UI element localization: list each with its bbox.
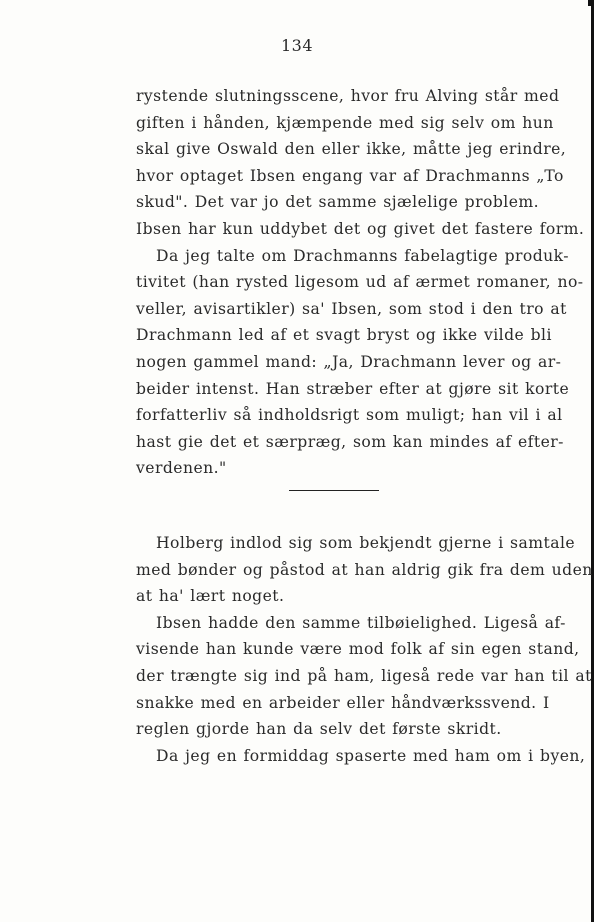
text-line: med bønder og påstod at han aldrig gik fra dem uden (136, 560, 593, 579)
text-line: skal give Oswald den eller ikke, måtte jeg erindre, (136, 140, 567, 159)
text-line: Holberg indlod sig som bekjendt gjerne i samtale (156, 534, 576, 552)
page-number: 134 (280, 36, 314, 55)
text-line: verdenen." (136, 459, 227, 478)
text-line: tivitet (han rysted ligesom ud af ærmet romaner, no- (136, 273, 584, 292)
scan-edge-mark (588, 0, 591, 6)
text-section-1 (136, 83, 585, 482)
text-line: at ha' lært noget. (136, 587, 285, 606)
text-line: Ibsen har kun uddybet det og givet det fastere form. (136, 219, 585, 238)
text-line: Da jeg en formiddag spaserte med ham om i byen, (156, 746, 586, 765)
text-line: snakke med en arbeider eller håndværkssvend. I (136, 693, 550, 712)
text-line: hast gie det et særpræg, som kan mindes af efter- (136, 432, 564, 451)
text-line: Da jeg talte om Drachmanns fabelagtige produk- (156, 246, 570, 265)
text-section-2 (136, 530, 593, 769)
text-line: veller, avisartikler) sa' Ibsen, som stod i den tro at (136, 299, 567, 318)
text-line: forfatterliv så indholdsrigt som muligt; han vil i al (136, 406, 563, 425)
text-line: reglen gjorde han da selv det første skridt. (136, 720, 502, 739)
text-line: hvor optaget Ibsen engang var af Drachmanns „To (136, 166, 564, 185)
section-divider (289, 490, 379, 491)
text-line: der trængte sig ind på ham, ligeså rede var han til at (136, 666, 592, 685)
text-line: Drachmann led af et svagt bryst og ikke vilde bli (136, 326, 552, 345)
text-line: nogen gammel mand: „Ja, Drachmann lever og ar- (136, 352, 562, 371)
text-line: giften i hånden, kjæmpende med sig selv om hun (136, 113, 554, 132)
text-line: rystende slutningsscene, hvor fru Alving står med (136, 87, 560, 105)
text-line: Ibsen hadde den samme tilbøielighed. Ligeså af- (156, 613, 566, 632)
text-line: skud". Det var jo det samme sjælelige problem. (136, 193, 540, 212)
text-line: visende han kunde være mod folk af sin egen stand, (136, 640, 580, 659)
text-line: beider intenst. Han stræber efter at gjøre sit korte (136, 379, 570, 398)
